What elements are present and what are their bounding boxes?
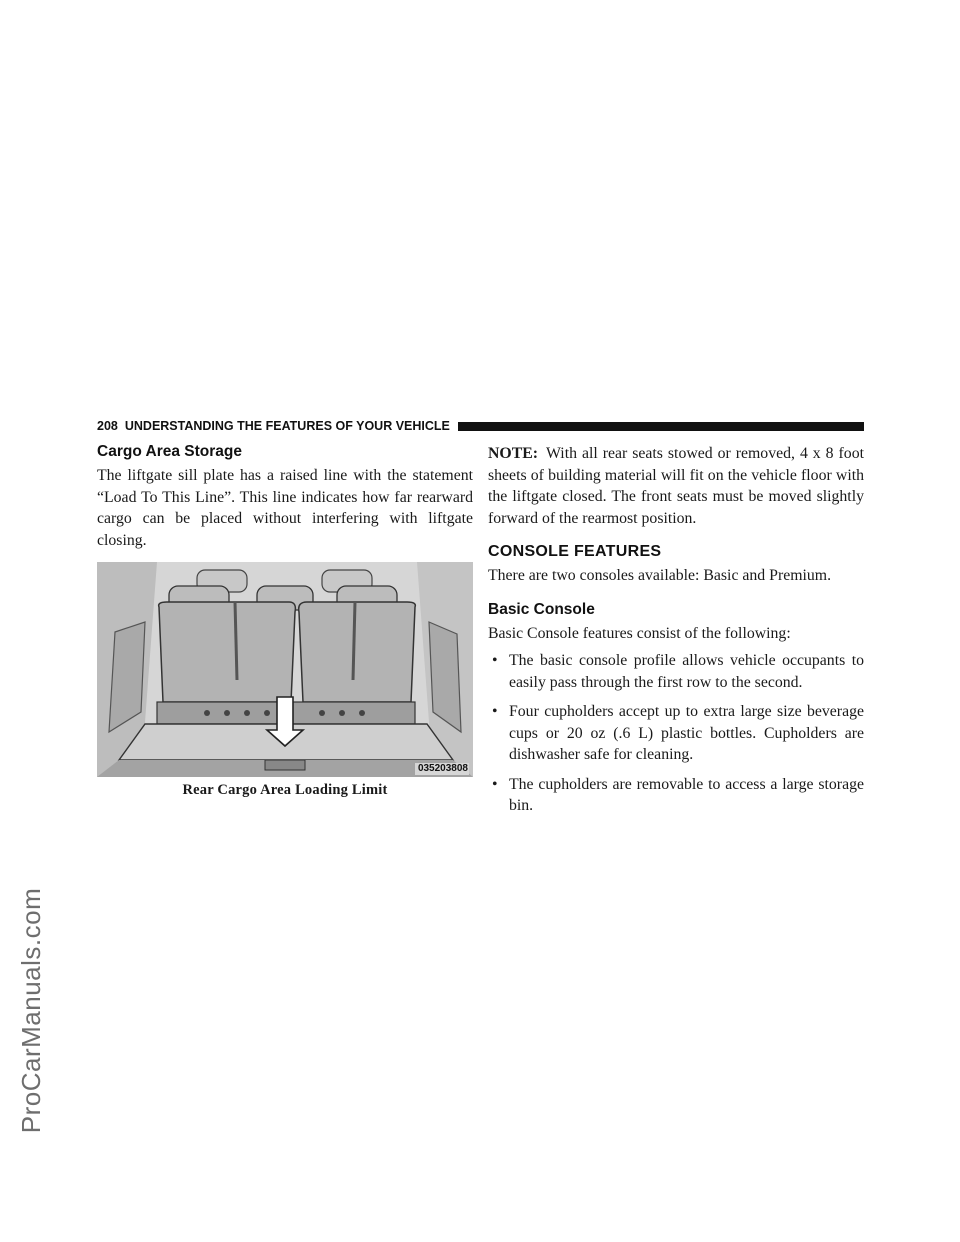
list-item-text: Four cupholders accept up to extra large size beverage cups or 20 oz (.6 L) plastic bottles. Cupholders are dishwasher safe for cleaning. <box>509 703 864 763</box>
left-column <box>97 443 473 799</box>
cargo-area-heading: Cargo Area Storage <box>97 443 242 460</box>
page-number: 208 <box>97 419 118 433</box>
right-column <box>488 443 864 825</box>
basic-console-heading: Basic Console <box>488 600 595 618</box>
list-item-text: The basic console profile allows vehicle occupants to easily pass through the first row to the second. <box>509 652 864 691</box>
list-item <box>488 701 864 766</box>
figure-code: 035203808 <box>417 763 468 774</box>
note-label: NOTE: <box>488 445 539 462</box>
list-item <box>488 650 864 693</box>
cargo-area-illustration <box>97 562 473 777</box>
list-item <box>488 774 864 817</box>
basic-console-features-list <box>488 650 864 817</box>
bullet-icon: • <box>492 703 498 720</box>
console-features-heading: CONSOLE FEATURES <box>488 543 662 560</box>
watermark <box>12 820 52 1200</box>
watermark-text: ProCarManuals.com <box>16 887 47 1133</box>
header-section-title: UNDERSTANDING THE FEATURES OF YOUR VEHICLE <box>124 419 450 433</box>
header-rule <box>458 422 864 431</box>
bullet-icon: • <box>492 775 498 793</box>
list-item-text: The cupholders are removable to access a large storage bin. <box>509 775 864 814</box>
cargo-area-paragraph: The liftgate sill plate has a raised line with the statement “Load To This Line”. This line indicates how far rearward cargo can be placed without interfering with liftgate closing. <box>97 467 473 549</box>
basic-console-intro: Basic Console features consist of the following: <box>488 624 791 642</box>
note-text: With all rear seats stowed or removed, 4 x 8 foot sheets of building material will fit on the vehicle floor with the liftgate closed. The front seats must be moved slightly forward of the rearmost position. <box>488 445 864 527</box>
bullet-icon: • <box>492 652 498 669</box>
note-paragraph <box>488 443 864 529</box>
page-header <box>97 418 864 434</box>
figure-caption: Rear Cargo Area Loading Limit <box>182 782 388 798</box>
console-features-text: There are two consoles available: Basic and Premium. <box>488 567 832 584</box>
